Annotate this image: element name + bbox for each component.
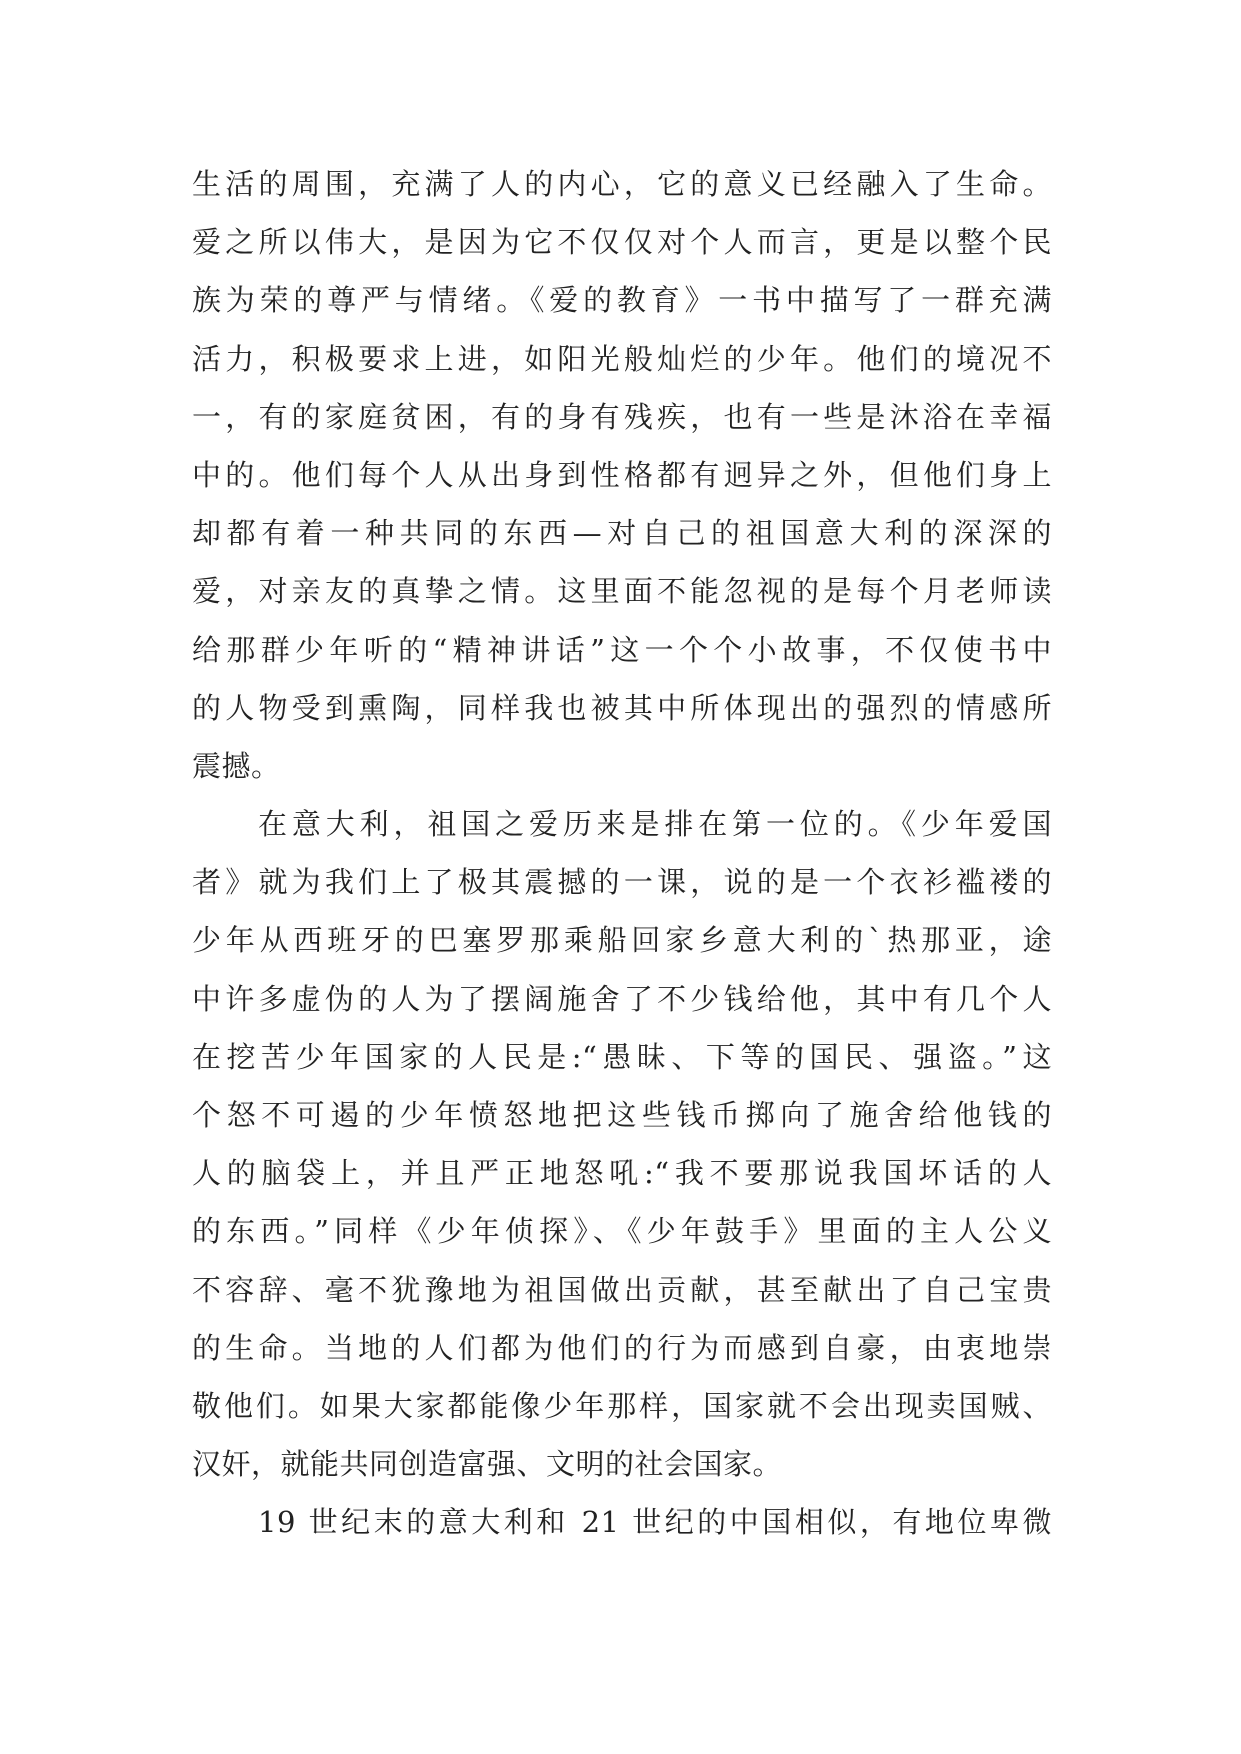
text-line: 的生命。当地的人们都为他们的行为而感到自豪，由衷地崇 bbox=[192, 1330, 1052, 1365]
text-line: 活力，积极要求上进，如阳光般灿烂的少年。他们的境况不 bbox=[192, 341, 1052, 376]
text-line: 震撼。 bbox=[192, 748, 281, 783]
text-line: 个怒不可遏的少年愤怒地把这些钱币掷向了施舍给他钱的 bbox=[192, 1098, 1052, 1132]
text-line: 的人物受到熏陶，同样我也被其中所体现出的强烈的情感所 bbox=[192, 690, 1052, 725]
text-line: 中的。他们每个人从出身到性格都有迥异之外，但他们身上 bbox=[192, 457, 1052, 492]
text-line: 一，有的家庭贫困，有的身有残疾，也有一些是沐浴在幸福 bbox=[192, 399, 1052, 434]
text-line: 在意大利，祖国之爱历来是排在第一位的。《少年爱国 bbox=[258, 807, 1052, 842]
text-line: 19 世纪末的意大利和 21 世纪的中国相似，有地位卑微 bbox=[258, 1505, 1052, 1540]
text-line: 却都有着一种共同的东西—对自己的祖国意大利的深深的 bbox=[192, 516, 1052, 551]
text-line: 爱之所以伟大，是因为它不仅仅对个人而言，更是以整个民 bbox=[192, 225, 1052, 260]
text-line: 汉奸，就能共同创造富强、文明的社会国家。 bbox=[192, 1447, 783, 1482]
text-line: 爱，对亲友的真挚之情。这里面不能忽视的是每个月老师读 bbox=[192, 574, 1052, 609]
text-line: 族为荣的尊严与情绪。《爱的教育》一书中描写了一群充满 bbox=[192, 283, 1052, 318]
body-text bbox=[192, 155, 1052, 1552]
text-line: 生活的周围，充满了人的内心，它的意义已经融入了生命。 bbox=[192, 167, 1052, 201]
text-line: 不容辞、毫不犹豫地为祖国做出贡献，甚至献出了自己宝贵 bbox=[192, 1272, 1052, 1307]
text-line: 的东西。”同样《少年侦探》、《少年鼓手》里面的主人公义 bbox=[192, 1214, 1052, 1249]
text-line: 中许多虚伪的人为了摆阔施舍了不少钱给他，其中有几个人 bbox=[192, 981, 1052, 1016]
text-line: 人的脑袋上，并且严正地怒吼:“我不要那说我国坏话的人 bbox=[192, 1156, 1052, 1191]
text-line: 少年从西班牙的巴塞罗那乘船回家乡意大利的`热那亚，途 bbox=[192, 923, 1052, 958]
text-line: 者》就为我们上了极其震撼的一课，说的是一个衣衫褴褛的 bbox=[192, 865, 1052, 900]
text-line: 在挖苦少年国家的人民是:“愚昧、下等的国民、强盗。”这 bbox=[192, 1039, 1052, 1074]
text-line: 敬他们。如果大家都能像少年那样，国家就不会出现卖国贼、 bbox=[192, 1388, 1052, 1423]
text-line: 给那群少年听的“精神讲话”这一个个小故事，不仅使书中 bbox=[192, 632, 1052, 667]
